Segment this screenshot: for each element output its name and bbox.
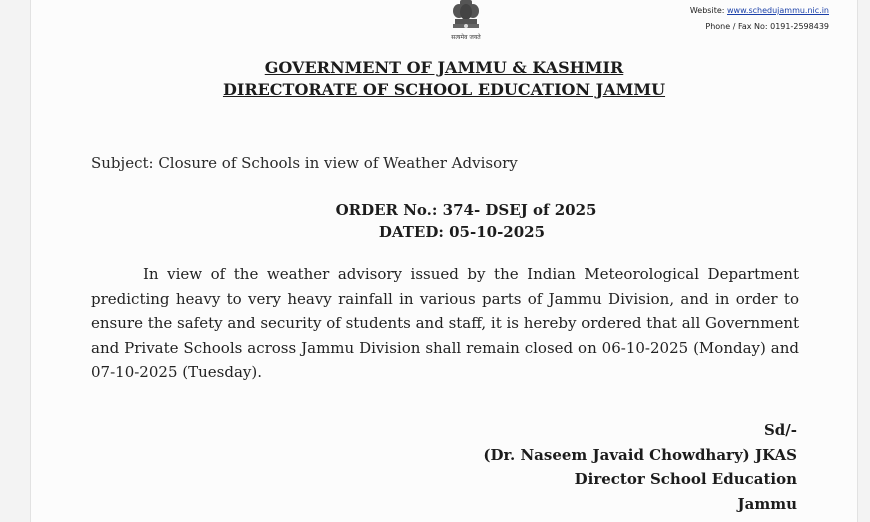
document-page — [30, 0, 858, 522]
signatory-name: (Dr. Naseem Javaid Chowdhary) JKAS — [483, 445, 797, 464]
directorate-heading: DIRECTORATE OF SCHOOL EDUCATION JAMMU — [222, 80, 666, 99]
signature-block — [483, 418, 797, 516]
letterhead-title — [31, 57, 857, 101]
order-date: DATED: 05-10-2025 — [378, 223, 546, 241]
order-block — [31, 199, 857, 243]
emblem-motto: सत्यमेव जयते — [451, 34, 481, 41]
order-number: ORDER No.: 374- DSEJ of 2025 — [335, 201, 597, 219]
signatory-place: Jammu — [737, 494, 797, 513]
website-label: Website: — [689, 6, 725, 15]
contact-info — [690, 3, 829, 35]
website-line — [690, 3, 829, 19]
signature-sd: Sd/- — [763, 421, 797, 439]
phone-fax: Phone / Fax No: 0191-2598439 — [705, 22, 829, 31]
order-body: In view of the weather advisory issued by the Indian Meteorological Department predicting heavy to very heavy rainfall in various parts of Jammu Division, and in order to ensure the safety and security of students and staff, it is hereby ordered that all Government and Private Schools across Jammu Division shall remain closed on 06-10-2025 (Monday) and 07-10-2025 (Tuesday). — [91, 265, 800, 381]
signatory-designation: Director School Education — [574, 470, 797, 488]
government-heading: GOVERNMENT OF JAMMU & KASHMIR — [264, 58, 624, 77]
website-link[interactable]: www.schedujammu.nic.in — [727, 6, 829, 15]
national-emblem-icon — [438, 0, 494, 48]
subject-line: Subject: Closure of Schools in view of Weather Advisory — [91, 154, 518, 172]
